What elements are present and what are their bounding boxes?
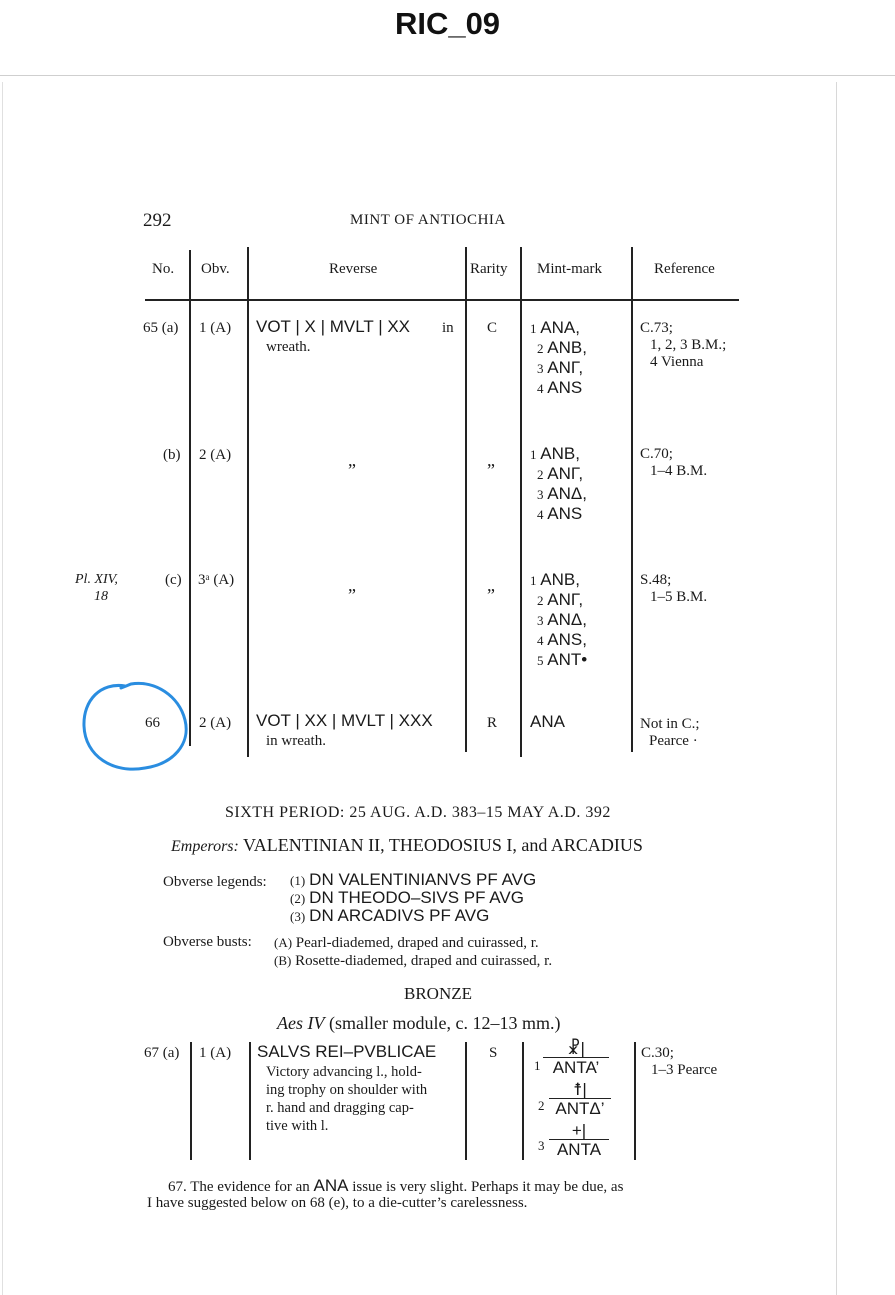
row-rarity: C	[487, 320, 498, 336]
row-reverse-ditto: „	[348, 575, 356, 595]
bust-index: (A)	[274, 935, 293, 950]
reference-line: 1–4 B.M.	[650, 463, 708, 479]
emperors-label: Emperors:	[171, 838, 239, 855]
col-header-rarity: Rarity	[470, 261, 508, 277]
reference-line: 1–3 Pearce	[651, 1062, 718, 1078]
mint-mark-index: 2	[537, 593, 544, 608]
mint-mark-index: 3	[538, 1138, 545, 1153]
mint-mark: ANB,	[540, 444, 580, 463]
metal-heading: BRONZE	[404, 984, 472, 1003]
mint-mark-list	[530, 570, 587, 670]
table-rule	[465, 704, 467, 750]
scanned-page	[2, 82, 837, 1295]
mint-mark-index: 2	[538, 1098, 545, 1113]
obverse-legends-list	[290, 871, 536, 925]
reference-list	[640, 320, 726, 371]
mint-mark-index: 1	[530, 573, 537, 588]
mint-mark: ANΓ,	[547, 590, 584, 609]
col-header-no: No.	[152, 261, 175, 277]
reference-line: C.70;	[640, 446, 673, 462]
row-rarity-ditto: „	[487, 575, 495, 595]
mint-mark-list	[530, 318, 587, 398]
reverse-line: r. hand and dragging cap-	[266, 1100, 414, 1116]
mint-mark-index: 4	[537, 507, 544, 522]
mint-mark: ANA,	[540, 318, 580, 337]
row-reverse-legend: VOT | XX | MVLT | XXX	[256, 711, 433, 730]
legend-index: (3)	[290, 909, 306, 924]
running-title: MINT OF ANTIOCHIA	[350, 212, 506, 228]
mint-mark-index: 3	[537, 613, 544, 628]
table-rule	[631, 704, 633, 750]
legend-index: (1)	[290, 873, 306, 888]
mint-mark-index: 5	[537, 653, 544, 668]
document-title: RIC_09	[394, 6, 501, 41]
mint-mark: ANΔ,	[547, 610, 587, 629]
footnote-mintmark: ANA	[313, 1176, 349, 1195]
mint-mark-index: 1	[530, 447, 537, 462]
row-reverse-ditto: „	[348, 450, 356, 470]
reference-list	[640, 446, 707, 480]
row-reverse-legend: SALVS REI–PVBLICAE	[257, 1042, 437, 1061]
reference-line: Not in C.;	[640, 716, 700, 732]
mint-mark: ANB,	[547, 338, 587, 357]
mint-mark-index: 1	[530, 321, 537, 336]
mint-mark-index: 1	[534, 1058, 541, 1073]
mint-mark: ANΓ,	[547, 464, 584, 483]
reverse-line: ing trophy on shoulder with	[266, 1082, 428, 1098]
row-reverse-tail: in	[442, 320, 454, 336]
bust-index: (B)	[274, 953, 292, 968]
mint-mark: ANTΔ’	[555, 1099, 605, 1118]
row-number: 67 (a)	[144, 1045, 180, 1061]
table-rule	[631, 247, 633, 752]
table-rule	[465, 1042, 467, 1160]
row-number: 65 (a)	[143, 320, 179, 336]
table-rule	[522, 1042, 524, 1160]
row-number: (c)	[165, 572, 182, 588]
reference-list	[641, 1045, 717, 1079]
mint-mark: ANA	[530, 712, 565, 731]
table-rule	[634, 1042, 636, 1160]
row-obverse: 1 (A)	[199, 1045, 232, 1061]
row-reverse-note: in wreath.	[266, 733, 326, 749]
legend-text: DN ARCADIVS PF AVG	[309, 906, 490, 925]
row-obverse: 3ᵃ (A)	[198, 572, 235, 588]
col-header-reference: Reference	[654, 261, 715, 277]
mint-mark-index: 2	[537, 467, 544, 482]
row-rarity: S	[489, 1045, 498, 1061]
table-rule	[465, 247, 467, 752]
mint-mark-fraction	[543, 1040, 609, 1077]
mint-mark: ANTA’	[552, 1058, 600, 1077]
mint-mark: ANS	[547, 504, 583, 523]
obverse-busts-list	[274, 934, 552, 970]
plate-reference: Pl. XIV,	[75, 572, 118, 587]
mint-mark-index: 4	[537, 381, 544, 396]
denomination-line	[277, 1013, 560, 1034]
obverse-legends-label: Obverse legends:	[163, 874, 267, 890]
footnote-line-2: I have suggested below on 68 (e), to a die-cutter’s carelessness.	[147, 1195, 528, 1211]
row-obverse: 2 (A)	[199, 447, 232, 463]
emperors-line	[171, 835, 643, 856]
denomination: Aes IV	[277, 1013, 325, 1033]
obverse-busts-label: Obverse busts:	[163, 934, 252, 950]
mint-mark-index: 3	[537, 487, 544, 502]
reference-line: C.73;	[640, 320, 673, 336]
col-header-reverse: Reverse	[329, 261, 378, 277]
footnote-text: issue is very slight. Perhaps it may be due, as	[352, 1179, 624, 1195]
reverse-line: Victory advancing l., hold-	[266, 1064, 422, 1080]
table-rule	[189, 250, 191, 740]
footnote-line-1	[168, 1176, 623, 1196]
col-header-mintmark: Mint-mark	[537, 261, 602, 277]
legend-text: DN VALENTINIANVS PF AVG	[309, 870, 537, 889]
mint-mark-fraction	[549, 1081, 611, 1118]
reference-line: Pearce ·	[649, 733, 698, 749]
mint-mark: ANS	[547, 378, 583, 397]
legend-index: (2)	[290, 891, 306, 906]
plate-number: 18	[94, 589, 108, 604]
row-obverse: 1 (A)	[199, 320, 232, 336]
mint-mark: ANTA	[556, 1140, 602, 1159]
mint-mark-fraction	[549, 1122, 609, 1159]
table-rule	[247, 247, 249, 757]
reverse-line: tive with l.	[266, 1118, 329, 1134]
reference-list	[640, 572, 707, 606]
row-reverse-legend: VOT | X | MVLT | XX	[256, 317, 411, 336]
mint-mark-list	[530, 444, 587, 524]
footnote-text: 67. The evidence for an	[168, 1179, 310, 1195]
mint-mark-index: 4	[537, 633, 544, 648]
mint-mark-field: ☧|	[543, 1040, 609, 1058]
row-number: 66	[145, 715, 160, 731]
reference-line: 4 Vienna	[650, 354, 704, 370]
mint-mark: ANS,	[547, 630, 587, 649]
col-header-obv: Obv.	[201, 261, 230, 277]
row-number: (b)	[163, 447, 181, 463]
mint-mark: ANΔ,	[547, 484, 587, 503]
mint-mark: ANΓ,	[547, 358, 584, 377]
emperors-list: VALENTINIAN II, THEODOSIUS I, and ARCADIUS	[243, 835, 643, 855]
row-reverse-description	[266, 1063, 427, 1135]
mint-mark-field: +|	[549, 1122, 609, 1140]
mint-mark-field: ☨|	[549, 1081, 611, 1099]
mint-mark: ANT•	[547, 650, 588, 669]
row-rarity: R	[487, 715, 498, 731]
table-rule	[520, 247, 522, 757]
header-rule	[145, 299, 739, 301]
reference-line: S.48;	[640, 572, 672, 588]
page-number: 292	[143, 210, 172, 231]
period-heading: SIXTH PERIOD: 25 AUG. A.D. 383–15 MAY A.D. 392	[225, 804, 611, 821]
row-obverse: 2 (A)	[199, 715, 232, 731]
hand-drawn-circle-annotation	[73, 678, 193, 778]
mint-mark-index: 2	[537, 341, 544, 356]
row-rarity-ditto: „	[487, 450, 495, 470]
row-reverse-note: wreath.	[266, 339, 311, 355]
table-rule	[520, 704, 522, 750]
table-rule	[190, 1042, 192, 1160]
mint-mark-index: 3	[537, 361, 544, 376]
reference-list	[640, 716, 700, 750]
mint-mark: ANB,	[540, 570, 580, 589]
reference-line: C.30;	[641, 1045, 674, 1061]
reference-line: 1, 2, 3 B.M.;	[650, 337, 727, 353]
table-rule	[249, 1042, 251, 1160]
bust-text: Rosette-diademed, draped and cuirassed, r.	[295, 953, 553, 969]
reference-line: 1–5 B.M.	[650, 589, 708, 605]
legend-text: DN THEODO–SIVS PF AVG	[309, 888, 524, 907]
table-rule	[247, 704, 249, 752]
denomination-note: (smaller module, c. 12–13 mm.)	[328, 1013, 561, 1033]
bust-text: Pearl-diademed, draped and cuirassed, r.	[295, 935, 539, 951]
title-bar	[0, 0, 895, 76]
